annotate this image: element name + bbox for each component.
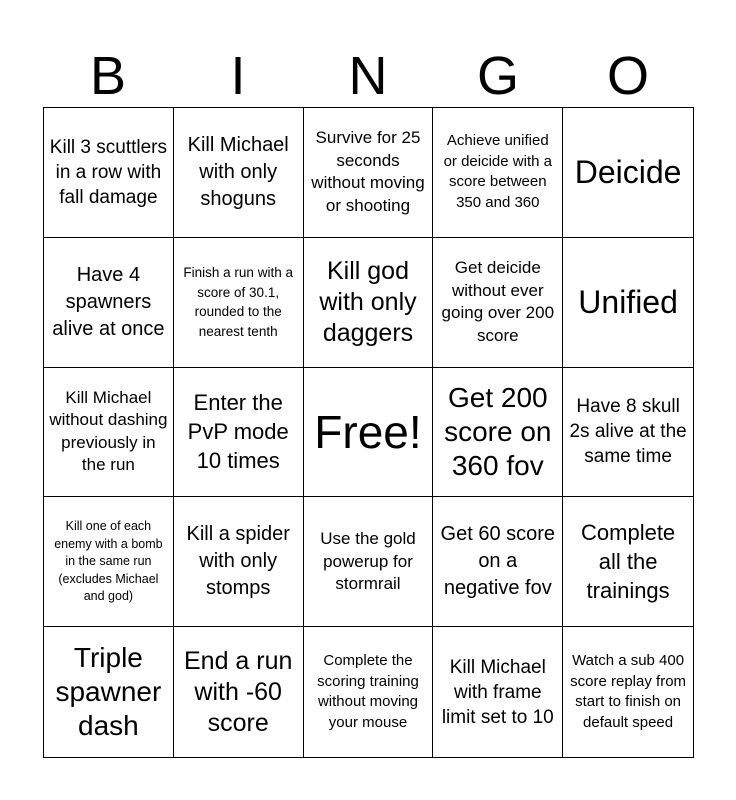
bingo-cell-r5c5[interactable] [563, 627, 693, 757]
bingo-cell-r1c5[interactable] [563, 108, 693, 238]
header-letter-b: B [89, 46, 127, 106]
bingo-cell-r5c2[interactable] [174, 627, 304, 757]
header-letter-o: O [606, 46, 649, 106]
bingo-cell-r5c1[interactable] [44, 627, 174, 757]
bingo-cell-r3c5[interactable] [563, 368, 693, 498]
cell-text: End a run with -60 score [183, 646, 293, 737]
bingo-cell-r4c1[interactable] [44, 497, 174, 627]
cell-text: Have 4 spawners alive at once [52, 263, 165, 340]
cell-text: Kill one of each enemy with a bomb in the same run (excludes Michael and god) [54, 519, 163, 604]
bingo-cell-r5c4[interactable] [433, 627, 563, 757]
bingo-header [43, 44, 693, 108]
cell-text: Triple spawner dash [55, 642, 162, 742]
header-letter-i: I [230, 46, 246, 106]
cell-text: Unified [578, 284, 678, 321]
cell-text: Watch a sub 400 score replay from start to finish on default speed [570, 652, 687, 731]
cell-text: Complete all the trainings [581, 520, 676, 604]
bingo-cell-r4c3[interactable] [304, 497, 434, 627]
cell-text: Survive for 25 seconds without moving or shooting [311, 128, 425, 215]
bingo-cell-r2c2[interactable] [174, 238, 304, 368]
bingo-cell-r1c1[interactable] [44, 108, 174, 238]
cell-text: Kill god with only daggers [319, 256, 417, 347]
cell-text: Get 200 score on 360 fov [444, 381, 552, 481]
cell-text: Get 60 score on a negative fov [440, 523, 556, 600]
bingo-cell-r1c2[interactable] [174, 108, 304, 238]
cell-text: Achieve unified or deicide with a score between 350 and 360 [443, 132, 552, 211]
bingo-board [43, 107, 694, 758]
cell-text: Complete the scoring training without moving your mouse [317, 652, 419, 731]
bingo-cell-r4c5[interactable] [563, 497, 693, 627]
bingo-cell-r5c3[interactable] [304, 627, 434, 757]
bingo-cell-r2c3[interactable] [304, 238, 434, 368]
cell-text: Use the gold powerup for stormrail [320, 529, 416, 594]
header-letter-n: N [348, 46, 388, 106]
cell-text: Deicide [574, 154, 682, 191]
bingo-cell-r3c2[interactable] [174, 368, 304, 498]
bingo-cell-r3c1[interactable] [44, 368, 174, 498]
cell-text: Have 8 skull 2s alive at the same time [569, 396, 687, 468]
cell-text: Kill Michael with only shoguns [187, 133, 289, 210]
cell-text: Get deicide without ever going over 200 score [441, 258, 555, 345]
bingo-cell-r4c4[interactable] [433, 497, 563, 627]
cell-text: Kill 3 scuttlers in a row with fall damage [49, 136, 167, 208]
bingo-cell-r2c1[interactable] [44, 238, 174, 368]
cell-text: Enter the PvP mode 10 times [187, 390, 289, 474]
cell-text: Kill Michael with frame limit set to 10 [441, 656, 554, 728]
bingo-cell-r1c3[interactable] [304, 108, 434, 238]
cell-text: Finish a run with a score of 30.1, rounded to the nearest tenth [183, 265, 293, 339]
bingo-cell-r4c2[interactable] [174, 497, 304, 627]
cell-text: Kill Michael without dashing previously in the run [49, 387, 168, 475]
free-space: Free! [314, 405, 422, 458]
header-letter-g: G [476, 46, 519, 106]
bingo-cell-r3c3[interactable] [304, 368, 434, 498]
bingo-cell-r1c4[interactable] [433, 108, 563, 238]
cell-text: Kill a spider with only stomps [186, 523, 290, 600]
bingo-cell-r2c5[interactable] [563, 238, 693, 368]
bingo-cell-r2c4[interactable] [433, 238, 563, 368]
bingo-cell-r3c4[interactable] [433, 368, 563, 498]
